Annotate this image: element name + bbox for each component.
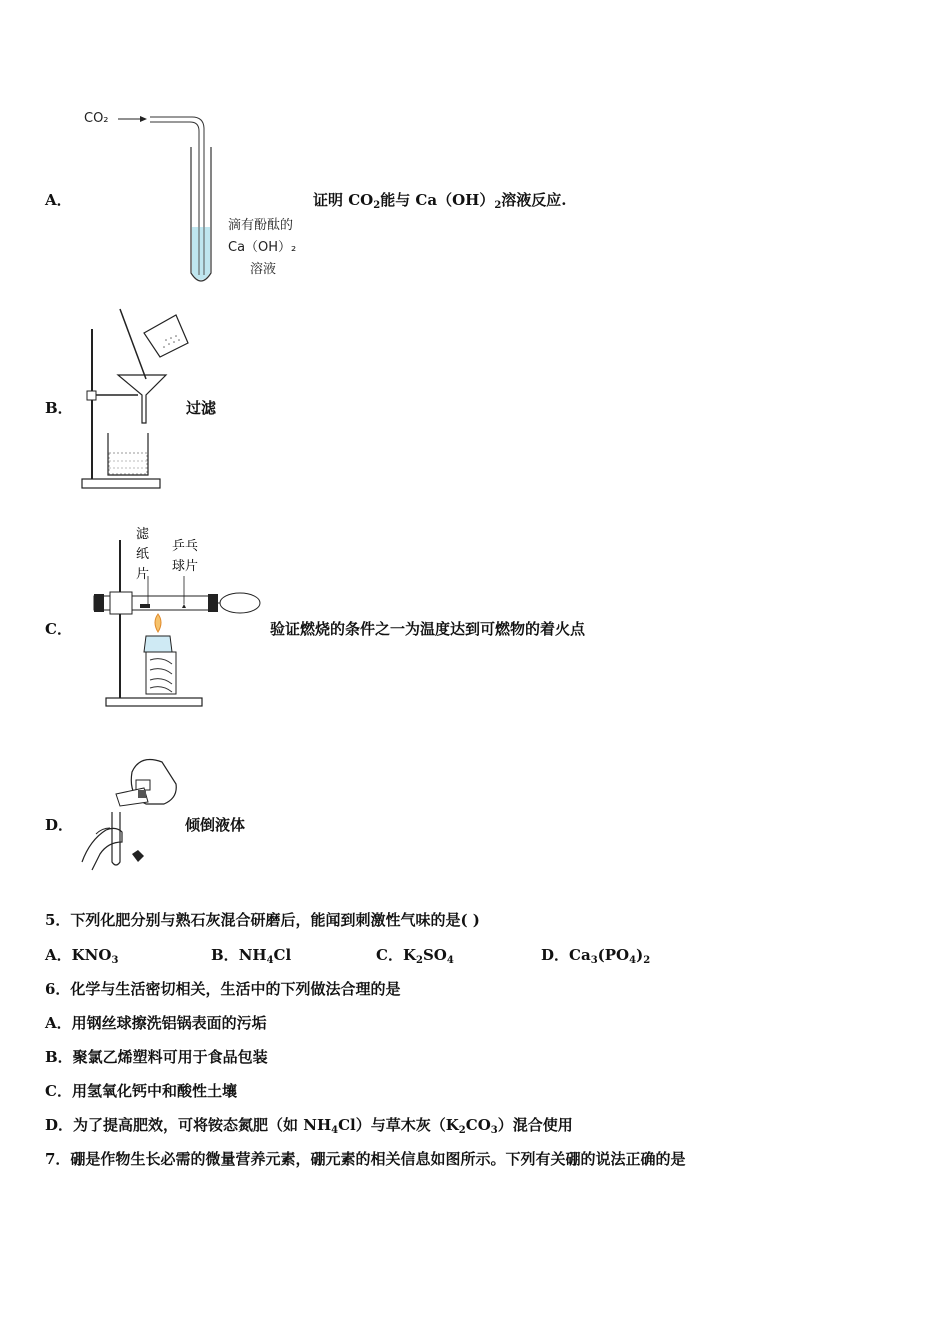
option-d-text: 倾倒液体 <box>185 816 246 834</box>
filter-paper-label-3: 片 <box>136 567 150 582</box>
option-a-text: 证明 $CO_2$能与 $Ca(OH)_2$溶液反应. <box>313 191 567 211</box>
option-c-letter: C． <box>45 620 72 638</box>
q5-option-b: B．$NH_4Cl$ <box>211 946 292 966</box>
q6-option-b: B．聚氯乙烯塑料可用于食品包装 <box>45 1048 268 1066</box>
combustion-experiment-figure <box>88 520 268 710</box>
q6-option-a: A．用钢丝球擦洗铝锅表面的污垢 <box>45 1014 267 1032</box>
option-c-text: 验证燃烧的条件之一为温度达到可燃物的着火点 <box>270 620 586 638</box>
q5-option-a: A．$KNO_3$ <box>45 946 119 966</box>
co2-label: CO₂ <box>84 111 109 126</box>
option-b-letter: B． <box>45 399 73 417</box>
pouring-liquid-figure <box>78 750 183 872</box>
q5-option-d: D．$Ca_3(PO_4)_2$ <box>541 946 651 966</box>
pingpong-label-2: 球片 <box>172 559 199 574</box>
filter-paper-label-2: 纸 <box>136 547 150 562</box>
pingpong-label-1: 乒乓 <box>172 539 199 554</box>
liquid-label-line1: 滴有酚酞的 <box>228 218 294 233</box>
liquid-label-line3: 溶液 <box>250 262 277 277</box>
liquid-label-line2: Ca（OH）₂ <box>228 240 297 255</box>
filter-paper-label-1: 滤 <box>136 527 150 542</box>
option-b-text: 过滤 <box>186 399 217 417</box>
test-tube-co2-figure <box>80 105 320 295</box>
q5-stem: 5．下列化肥分别与熟石灰混合研磨后，能闻到刺激性气味的是( ) <box>45 911 480 929</box>
option-d-letter: D． <box>45 816 74 834</box>
q6-stem: 6．化学与生活密切相关，生活中的下列做法合理的是 <box>45 980 401 998</box>
q7-stem: 7．硼是作物生长必需的微量营养元素，硼元素的相关信息如图所示。下列有关硼的说法正确的是 <box>45 1150 686 1168</box>
filtration-figure <box>78 305 188 490</box>
q5-option-c: C．$K_2SO_4$ <box>376 946 454 966</box>
q6-option-c: C．用氢氧化钙中和酸性土壤 <box>45 1082 237 1100</box>
option-a-letter: A． <box>45 191 72 209</box>
q6-option-d: D．为了提高肥效，可将铵态氮肥（如 $NH_4Cl$）与草木灰$(K_2CO_3)$混合使用 <box>45 1116 573 1136</box>
